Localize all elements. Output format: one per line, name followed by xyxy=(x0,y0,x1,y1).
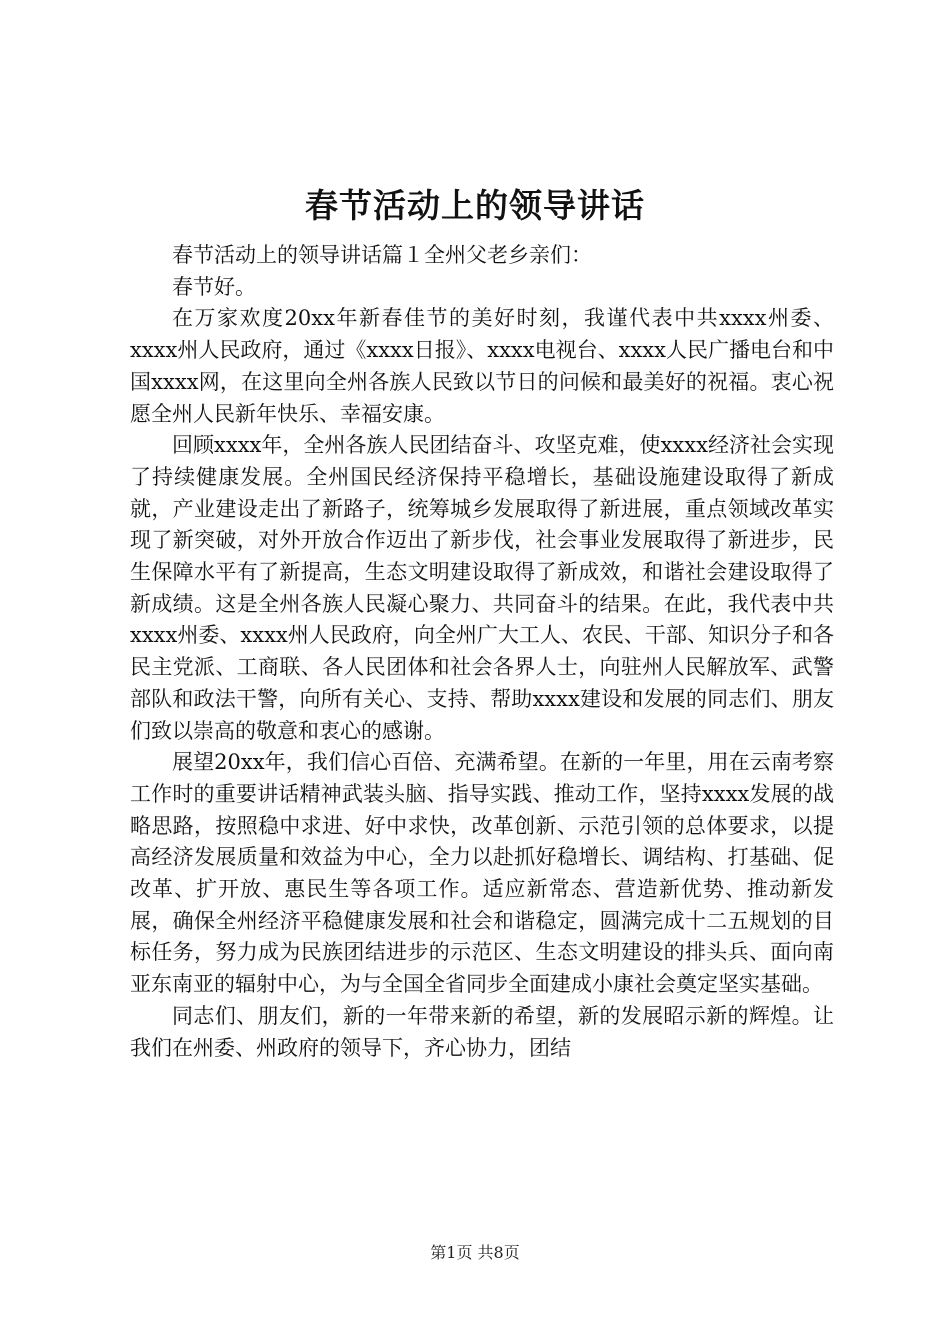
page-number-footer: 第1页 共8页 xyxy=(430,1243,520,1262)
paragraph-outlook: 展望20xx年，我们信心百倍、充满希望。在新的一年里，用在云南考察工作时的重要讲话精神武装头脑、指导实践、推动工作，坚持xxxx发展的战略思路，按照稳中求进、好中求快，改革创新、示范引领的总体要求，以提高经济发展质量和效益为中心，全力以赴抓好稳增长、调结构、打基础、促改革、扩开放、惠民生等各项工作。适应新常态、营造新优势、推动新发展，确保全州经济平稳健康发展和社会和谐稳定，圆满完成十二五规划的目标任务，努力成为民族团结进步的示范区、生态文明建设的排头兵、面向南亚东南亚的辐射中心，为与全国全省同步全面建成小康社会奠定坚实基础。 xyxy=(130,750,834,997)
paragraph-greeting: 春节活动上的领导讲话篇１全州父老乡亲们： xyxy=(172,243,592,267)
document-body xyxy=(130,240,834,1064)
paragraph-new-year-wishes: 在万家欢度20xx年新春佳节的美好时刻，我谨代表中共xxxx州委、xxxx州人民政府，通过《xxxx日报》、xxxx电视台、xxxx人民广播电台和中国xxxx网，在这里向全州各族人民致以节日的问候和最美好的祝福。衷心祝愿全州人民新年快乐、幸福安康。 xyxy=(130,306,834,426)
paragraph-review: 回顾xxxx年，全州各族人民团结奋斗、攻坚克难，使xxxx经济社会实现了持续健康发展。全州国民经济保持平稳增长，基础设施建设取得了新成就，产业建设走出了新路子，统筹城乡发展取得了新进展，重点领域改革实现了新突破，对外开放合作迈出了新步伐，社会事业发展取得了新进步，民生保障水平有了新提高，生态文明建设取得了新成效，和谐社会建设取得了新成绩。这是全州各族人民凝心聚力、共同奋斗的结果。在此，我代表中共xxxx州委、xxxx州人民政府，向全州广大工人、农民、干部、知识分子和各民主党派、工商联、各人民团体和社会各界人士，向驻州人民解放军、武警部队和政法干警，向所有关心、支持、帮助xxxx建设和发展的同志们、朋友们致以崇高的敬意和衷心的感谢。 xyxy=(130,433,834,743)
document-title: 春节活动上的领导讲话 xyxy=(305,186,645,225)
paragraph-closing: 同志们、朋友们，新的一年带来新的希望，新的发展昭示新的辉煌。让我们在州委、州政府的领导下，齐心协力，团结 xyxy=(130,1003,834,1060)
paragraph-festival-greeting: 春节好。 xyxy=(172,274,256,299)
